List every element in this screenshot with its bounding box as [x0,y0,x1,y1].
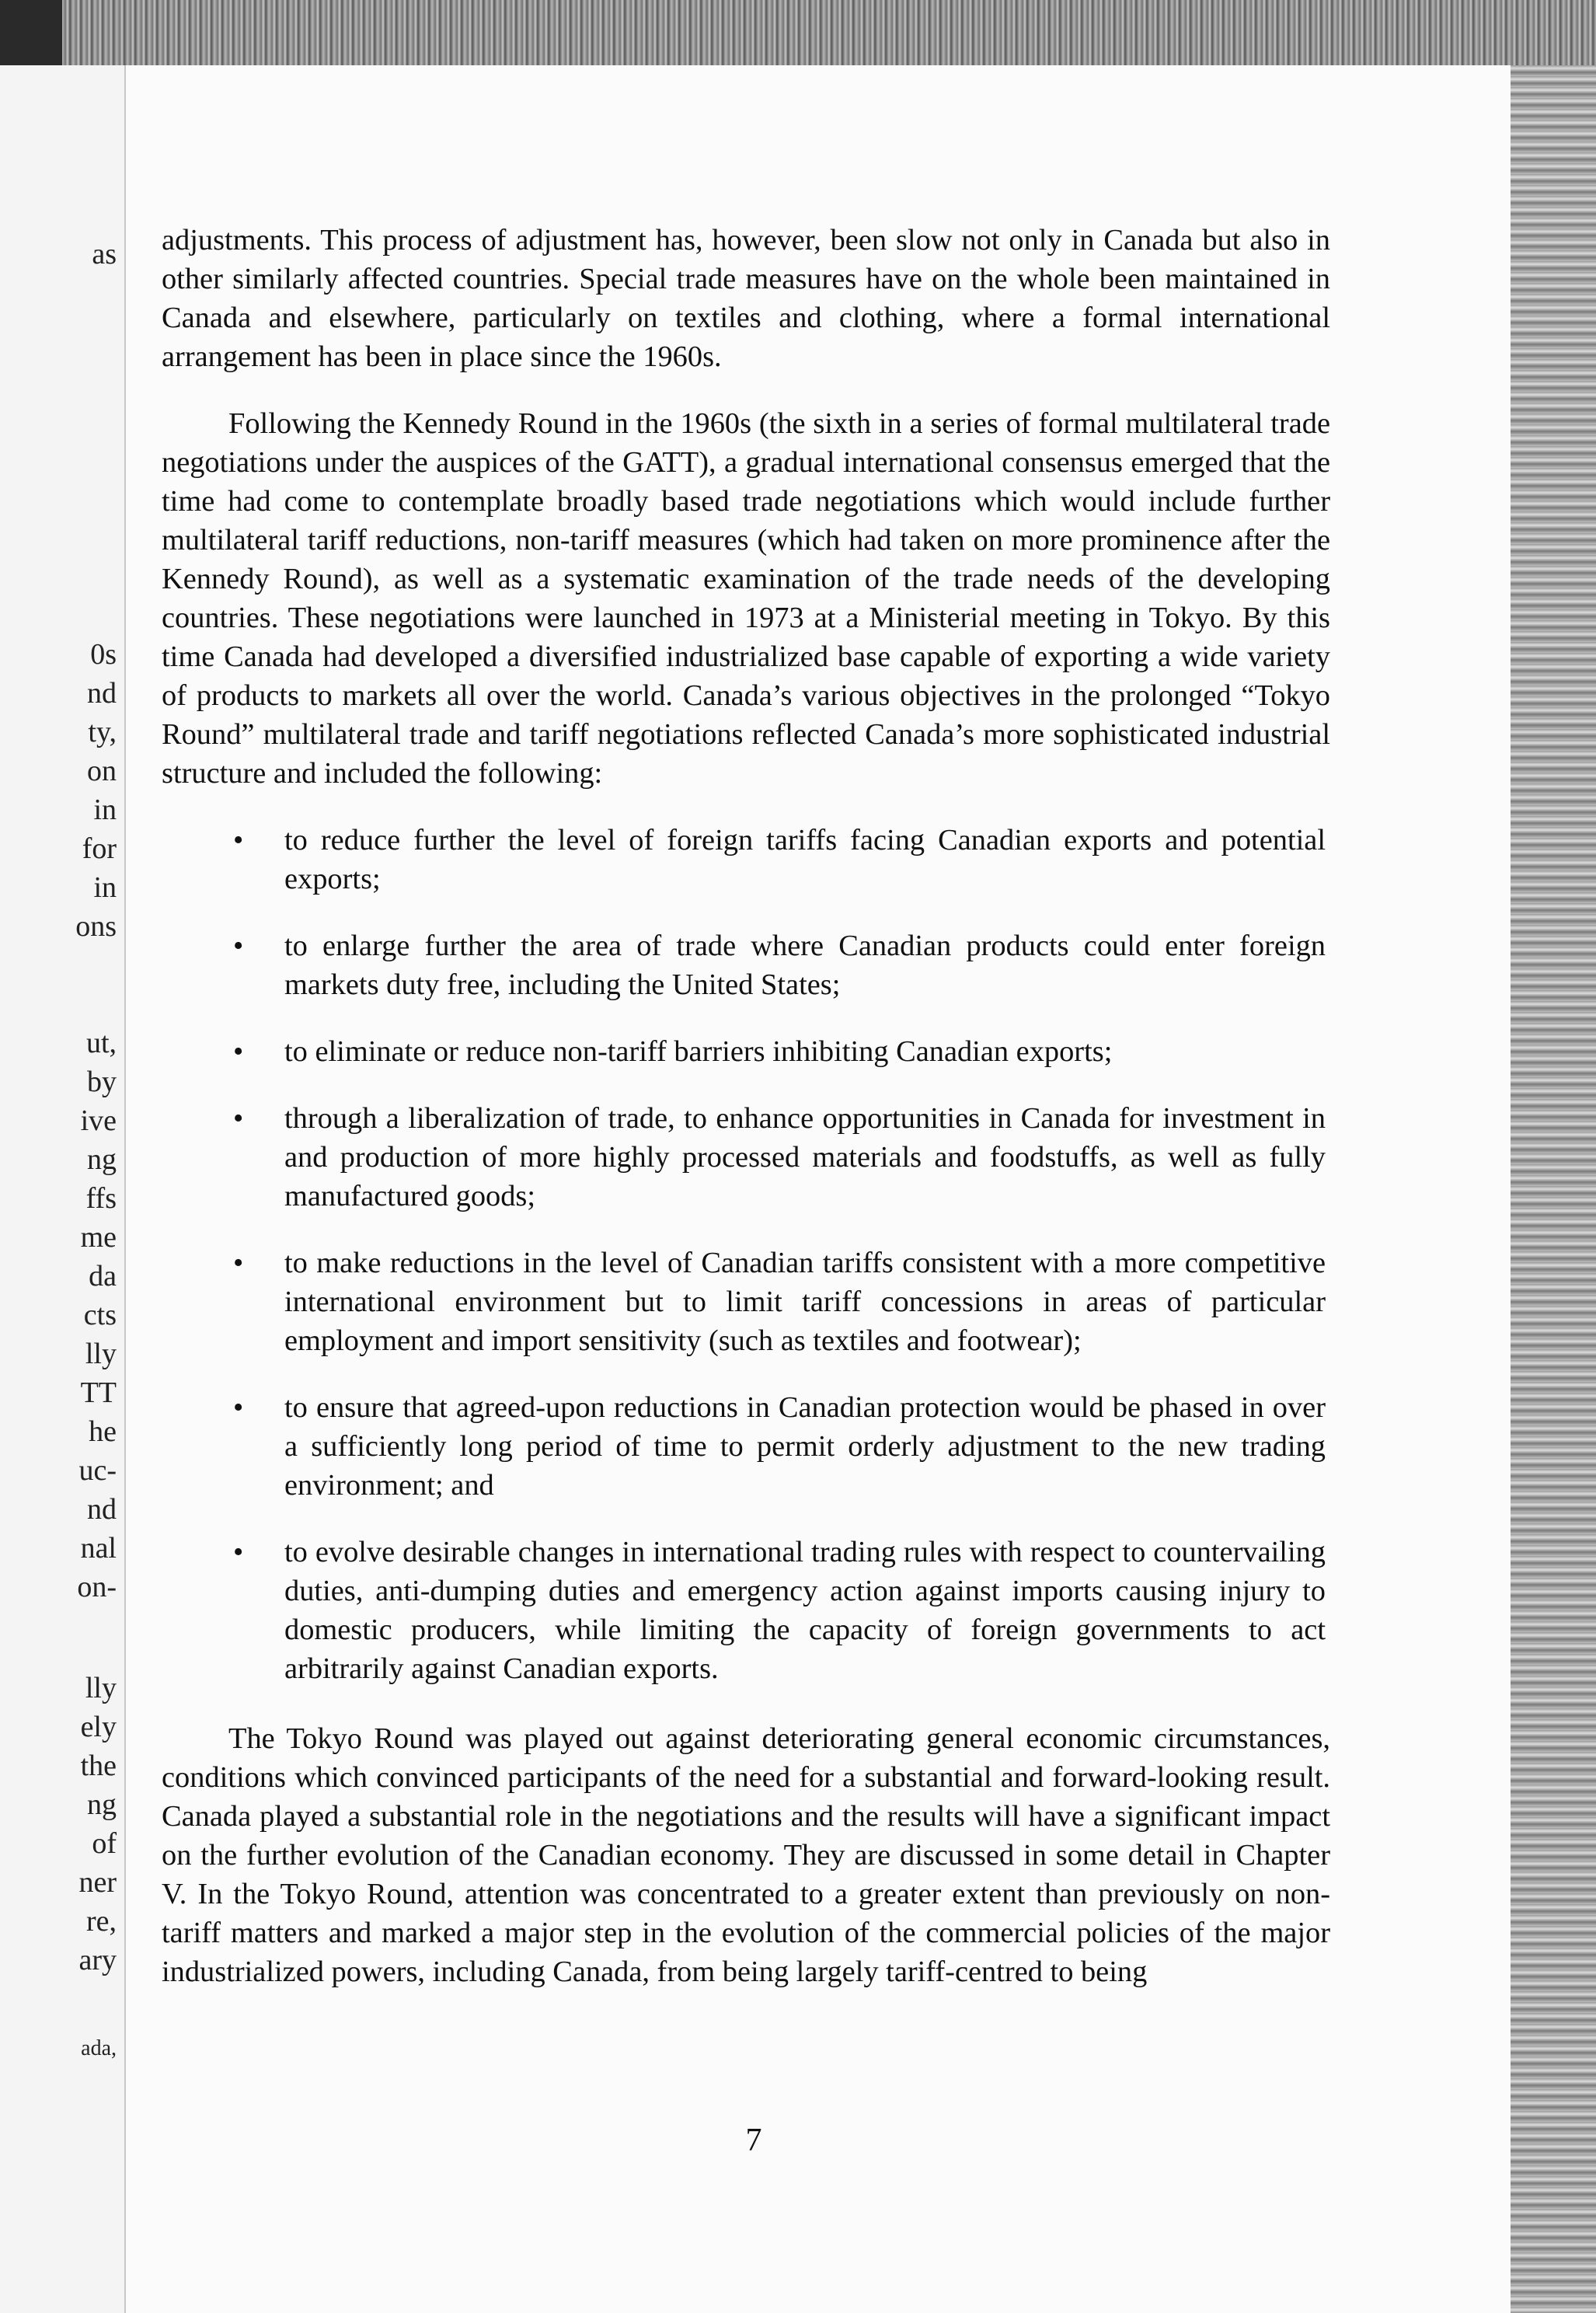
facing-fragment: in [93,794,117,826]
page-number: 7 [745,2123,762,2158]
facing-fragment: ng [87,1788,117,1821]
facing-fragment: nd [87,677,117,710]
facing-fragment: ng [87,1143,117,1176]
facing-fragment: by [87,1066,117,1098]
list-item-text: to evolve desirable changes in international trading rules with respect to countervailing duties, anti-dumping duties and emergency action against imports causing injury to domestic producers, while limiting the capacity of foreign governments to act arbitrarily against Canadian exports. [284,1536,1326,1685]
bullet-icon: • [233,1391,244,1424]
list-item [162,1099,1330,1216]
facing-page-text [0,0,117,2313]
bullet-icon: • [233,1536,244,1568]
objectives-list [162,821,1330,1688]
facing-fragment: of [92,1827,117,1860]
facing-fragment: ada, [81,2036,117,2060]
facing-fragment: ty, [88,716,117,748]
list-item-text: to ensure that agreed-upon reductions in Canadian protection would be phased in over a sufficiently long period of time to permit orderly adjustment to the new trading environment; and [284,1391,1326,1502]
facing-fragment: re, [85,1905,117,1938]
list-item-text: to enlarge further the area of trade where Canadian products could enter foreign markets duty free, including the United States; [284,930,1326,1001]
scan-top-border [0,0,1596,65]
facing-fragment: 0s [90,638,117,671]
list-item-text: to eliminate or reduce non-tariff barriers inhibiting Canadian exports; [284,1035,1113,1068]
facing-fragment: ut, [85,1027,117,1059]
list-item-text: to make reductions in the level of Canadian tariffs consistent with a more competitive international environment but to limit tariff concessions in areas of particular employment and import sensitivity (such as textiles and footwear); [284,1247,1326,1357]
facing-fragment: da [89,1260,117,1293]
facing-fragment: on- [77,1571,117,1603]
page-body [162,221,1330,1991]
list-item [162,1533,1330,1688]
facing-fragment: lly [85,1338,117,1370]
bullet-icon: • [233,824,244,856]
facing-fragment: me [80,1221,117,1254]
list-item [162,926,1330,1004]
facing-fragment: uc- [78,1454,117,1487]
list-item [162,1244,1330,1360]
bullet-icon: • [233,930,244,962]
list-item [162,821,1330,898]
facing-fragment: ons [75,910,117,943]
facing-fragment: TT [80,1376,117,1409]
facing-fragment: ive [80,1104,117,1137]
scan-right-border [1511,65,1596,2313]
facing-fragment: nal [80,1532,117,1565]
facing-fragment: for [82,832,117,865]
facing-fragment: nd [87,1493,117,1526]
list-item [162,1032,1330,1071]
list-item-text: through a liberalization of trade, to enhance opportunities in Canada for investment in and production of more highly processed materials and foodstuffs, as well as fully manufactured goods; [284,1102,1326,1212]
facing-fragment: ffs [85,1182,117,1215]
facing-fragment: ely [80,1711,117,1743]
paragraph: Following the Kennedy Round in the 1960s (the sixth in a series of formal multilateral trade negotiations under the auspices of the GATT), a gradual international consensus emerged that the time had come to contemplate broadly based trade negotiations which would include further multilateral tariff reductions, non-tariff measures (which had taken on more prominence after the Kennedy Round), as well as a systematic examination of the trade needs of the developing countries. These negotiations were launched in 1973 at a Ministerial meeting in Tokyo. By this time Canada had developed a diversified industrialized base capable of exporting a wide variety of products to markets all over the world. Canada’s various objectives in the prolonged “Tokyo Round” multilateral trade and tariff negotiations reflected Canada’s more sophisticated industrial structure and included the following: [162,407,1330,790]
bullet-icon: • [233,1102,244,1135]
facing-fragment: lly [85,1672,117,1704]
paragraph: adjustments. This process of adjustment has, however, been slow not only in Canada but also in other similarly affected countries. Special trade measures have on the whole been maintained in Canada and elsewhere, particularly on textiles and clothing, where a formal international arrangement has been in place since the 1960s. [162,224,1330,373]
facing-fragment: on [87,755,117,787]
facing-fragment: the [80,1750,117,1782]
facing-fragment: cts [83,1299,117,1331]
list-item-text: to reduce further the level of foreign tariffs facing Canadian exports and potential exports; [284,824,1326,895]
paragraph: The Tokyo Round was played out against deteriorating general economic circumstances, conditions which convinced participants of the need for a substantial and forward-looking result. Canada played a substantial role in the negotiations and the results will have a significant impact on the further evolution of the Canadian economy. They are discussed in some detail in Chapter V. In the Tokyo Round, attention was concentrated to a greater extent than previously on non-tariff matters and marked a major step in the evolution of the commercial policies of the major industrialized powers, including Canada, from being largely tariff-centred to being [162,1722,1330,1988]
facing-fragment: he [89,1415,117,1448]
bullet-icon: • [233,1247,244,1279]
facing-fragment: in [93,871,117,904]
bullet-icon: • [233,1035,244,1068]
facing-fragment: ner [78,1866,117,1899]
facing-fragment: as [92,238,117,270]
list-item [162,1388,1330,1505]
facing-fragment: ary [78,1944,117,1976]
